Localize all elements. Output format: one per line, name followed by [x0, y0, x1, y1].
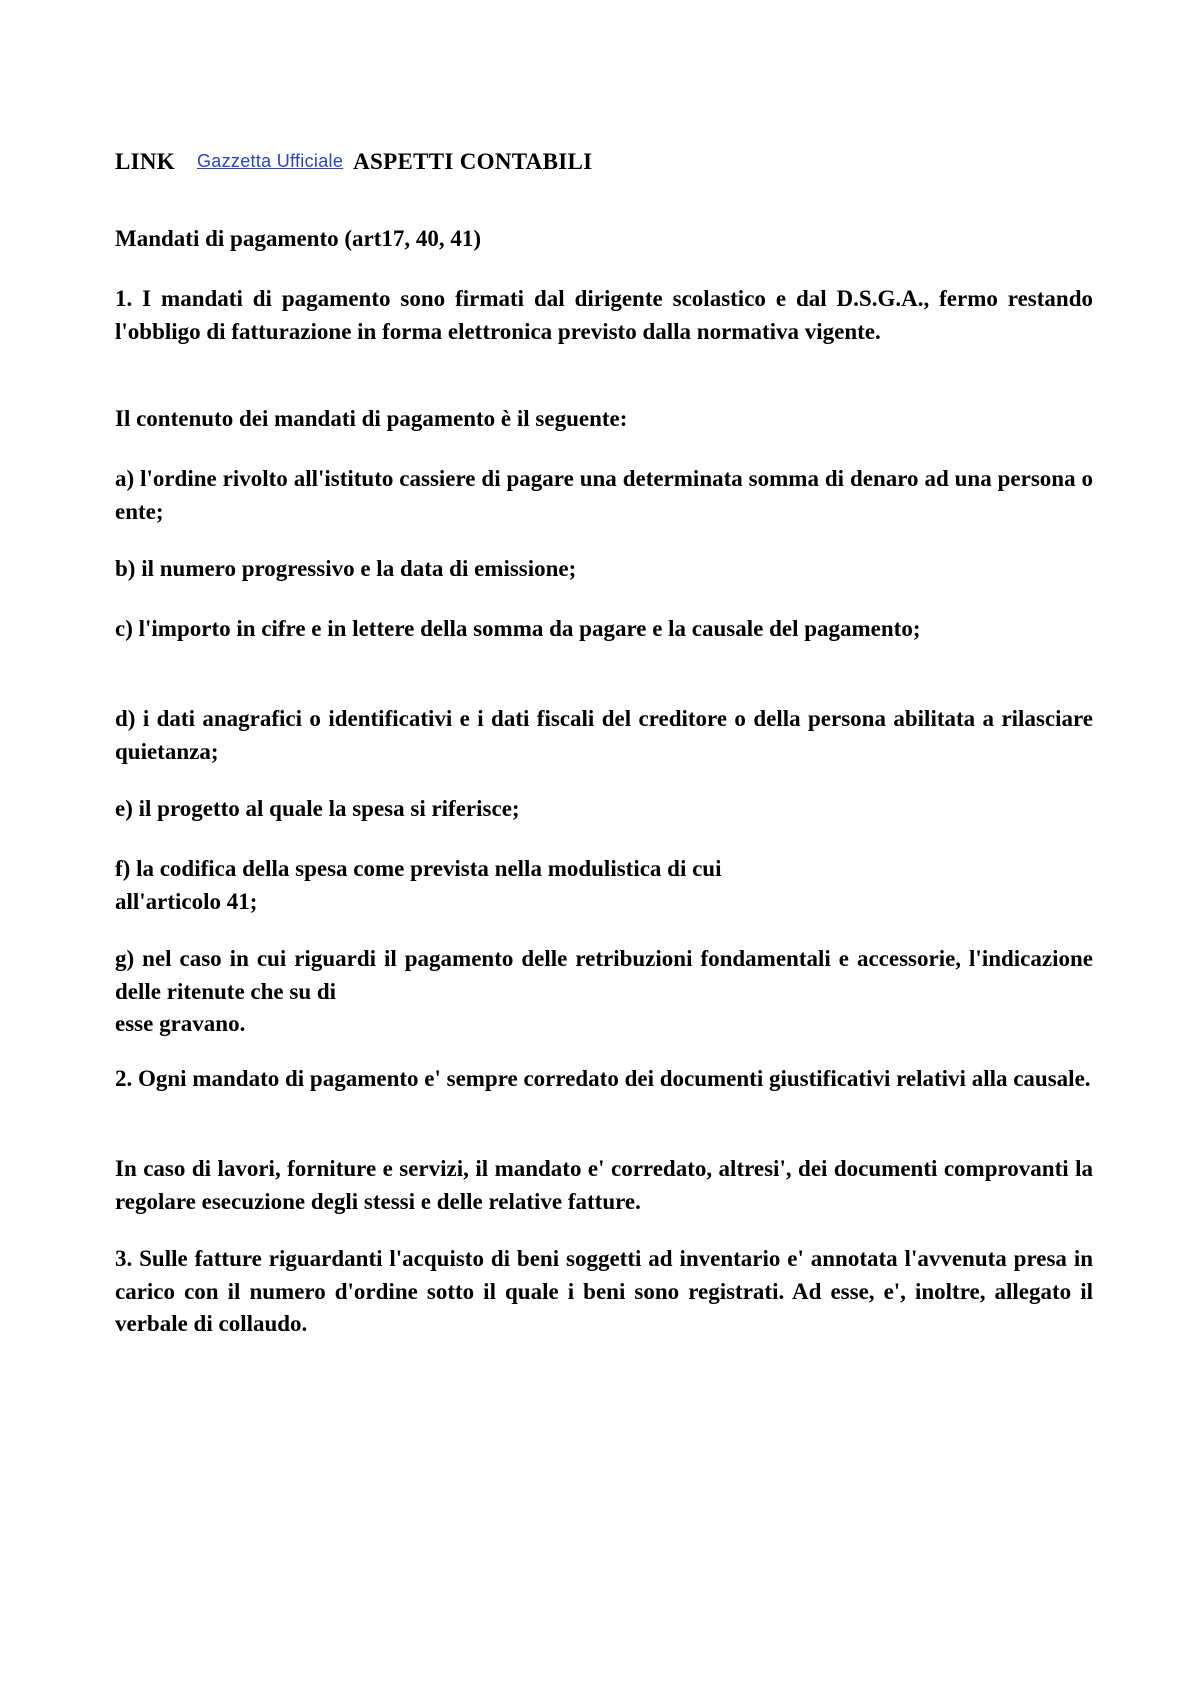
list-item-e: e) il progetto al quale la spesa si riferisce; [115, 796, 520, 821]
list-item-f [115, 853, 1093, 918]
list-item-b: b) il numero progressivo e la data di emissione; [115, 556, 577, 581]
paragraph-content-intro: Il contenuto dei mandati di pagamento è il seguente: [115, 406, 628, 431]
list-item-d: d) i dati anagrafici o identificativi e i dati fiscali del creditore o della persona abilitata a rilasciare quietanza; [115, 706, 1093, 764]
link-label: LINK [115, 149, 175, 174]
paragraph-works: In caso di lavori, forniture e servizi, il mandato e' corredato, altresi', dei documenti comprovanti la regolare esecuzione degli stessi e delle relative fatture. [115, 1156, 1093, 1214]
list-item-g-line-3: esse gravano. [115, 1011, 246, 1036]
paragraph-1: 1. I mandati di pagamento sono firmati dal dirigente scolastico e dal D.S.G.A., fermo restando l'obbligo di fatturazione in forma elettronica previsto dalla normativa vigente. [115, 286, 1093, 344]
page-title: ASPETTI CONTABILI [353, 149, 593, 174]
gazzetta-ufficiale-link[interactable]: Gazzetta Ufficiale [197, 151, 344, 171]
paragraph-2: 2. Ogni mandato di pagamento e' sempre corredato dei documenti giustificativi relativi alla causale. [115, 1066, 1091, 1091]
list-item-f-line-1: f) la codifica della spesa come prevista nella modulistica di cui [115, 856, 722, 881]
list-item-a: a) l'ordine rivolto all'istituto cassiere di pagare una determinata somma di denaro ad una persona o ente; [115, 466, 1093, 524]
list-item-g-main: g) nel caso in cui riguardi il pagamento delle retribuzioni fondamentali e accessorie, l'indicazione delle ritenute che su di [115, 946, 1093, 1004]
list-item-c: c) l'importo in cifre e in lettere della somma da pagare e la causale del pagamento; [115, 616, 921, 641]
heading-line [115, 147, 592, 178]
list-item-f-line-2: all'articolo 41; [115, 888, 258, 914]
paragraph-3: 3. Sulle fatture riguardanti l'acquisto di beni soggetti ad inventario e' annotata l'avvenuta presa in carico con il numero d'ordine sotto il quale i beni sono registrati. Ad esse, e', inoltre, allegato il verbale di collaudo. [115, 1246, 1093, 1336]
list-item-g [115, 943, 1093, 1041]
section-title: Mandati di pagamento (art17, 40, 41) [115, 226, 482, 251]
document-page [115, 0, 1093, 1698]
